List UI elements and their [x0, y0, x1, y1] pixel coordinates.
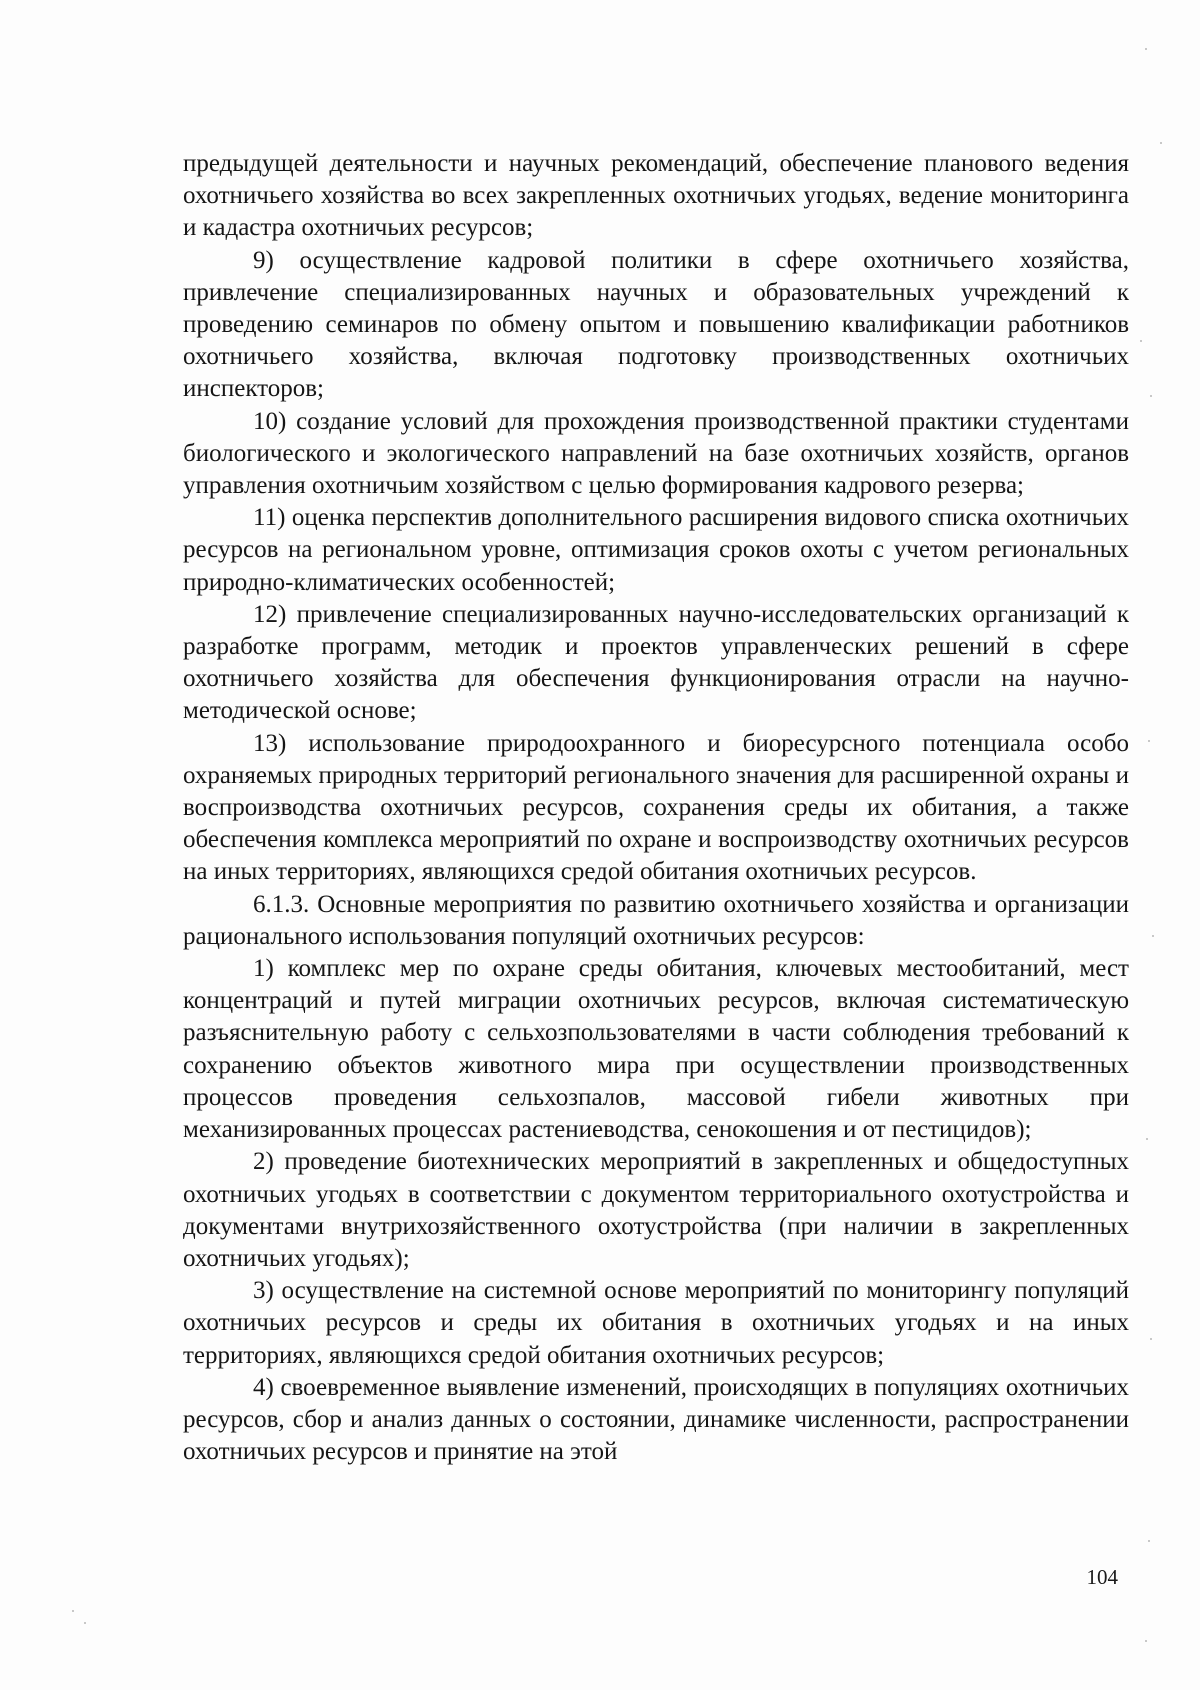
scan-speck: [72, 1610, 74, 1612]
paragraph: 9) осуществление кадровой политики в сфере охотничьего хозяйства, привлечение специализированных научных и образовательных учреждений к проведению семинаров по обмену опытом и повышению квалификации работников охотничьего хозяйства, включая подготовку производственных охотничьих инспекторов;: [183, 246, 1129, 403]
scan-speck: [1148, 1540, 1150, 1542]
paragraph: 4) своевременное выявление изменений, происходящих в популяциях охотничьих ресурсов, сбор и анализ данных о состоянии, динамике численности, распространении охотничьих ресурсов и принятие на этой: [183, 1373, 1129, 1466]
scan-speck: [84, 1622, 86, 1624]
body-text: [183, 148, 1129, 1468]
page-number: 104: [1086, 1565, 1118, 1589]
scan-speck: [1140, 340, 1142, 342]
paragraph: 1) комплекс мер по охране среды обитания, ключевых местообитаний, мест концентраций и путей миграции охотничьих ресурсов, включая систематическую разъяснительную работу с сельхозпользователями в части соблюдения требований к сохранению объектов животного мира при осуществлении производственных процессов проведения сельхозпалов, массовой гибели животных при механизированных процессах растениеводства, сенокошения и от пестицидов);: [183, 955, 1129, 1144]
paragraph: 3) осуществление на системной основе мероприятий по мониторингу популяций охотничьих ресурсов и среды их обитания в охотничьих угодьях и на иных территориях, являющихся средой обитания охотничьих ресурсов;: [183, 1277, 1129, 1369]
scan-speck: [1150, 395, 1152, 397]
scan-speck: [1148, 740, 1150, 742]
scan-speck: [1145, 1640, 1147, 1642]
paragraph: 13) использование природоохранного и биоресурсного потенциала особо охраняемых природных территорий регионального значения для расширенной охраны и воспроизводства охотничьих ресурсов, сохранения среды их обитания, а также обеспечения комплекса мероприятий по охране и воспроизводству охотничьих ресурсов на иных территориях, являющихся средой обитания охотничьих ресурсов.: [183, 729, 1129, 886]
scan-speck: [1146, 1138, 1148, 1140]
scan-speck: [1152, 935, 1154, 937]
paragraph: 12) привлечение специализированных научно-исследовательских организаций к разработке программ, методик и проектов управленческих решений в сфере охотничьего хозяйства для обеспечения функционирования отрасли на научно-методической основе;: [183, 600, 1129, 725]
scan-speck: [1160, 142, 1162, 144]
scan-speck: [1145, 48, 1147, 50]
paragraph: предыдущей деятельности и научных рекомендаций, обеспечение планового ведения охотничьего хозяйства во всех закрепленных охотничьих угодьях, ведение мониторинга и кадастра охотничьих ресурсов;: [183, 150, 1129, 242]
scan-speck: [1150, 1338, 1152, 1340]
section-heading-paragraph: 6.1.3. Основные мероприятия по развитию охотничьего хозяйства и организации рационального использования популяций охотничьих ресурсов:: [183, 890, 1129, 950]
paragraph: 11) оценка перспектив дополнительного расширения видового списка охотничьих ресурсов на региональном уровне, оптимизация сроков охоты с учетом региональных природно-климатических особенностей;: [183, 504, 1129, 596]
paragraph: 10) создание условий для прохождения производственной практики студентами биологического и экологического направлений на базе охотничьих хозяйств, органов управления охотничьим хозяйством с целью формирования кадрового резерва;: [183, 407, 1129, 500]
paragraph: 2) проведение биотехнических мероприятий в закрепленных и общедоступных охотничьих угодьях в соответствии с документом территориального охотустройства и документами внутрихозяйственного охотустройства (при наличии в закрепленных охотничьих угодьях);: [183, 1148, 1129, 1272]
